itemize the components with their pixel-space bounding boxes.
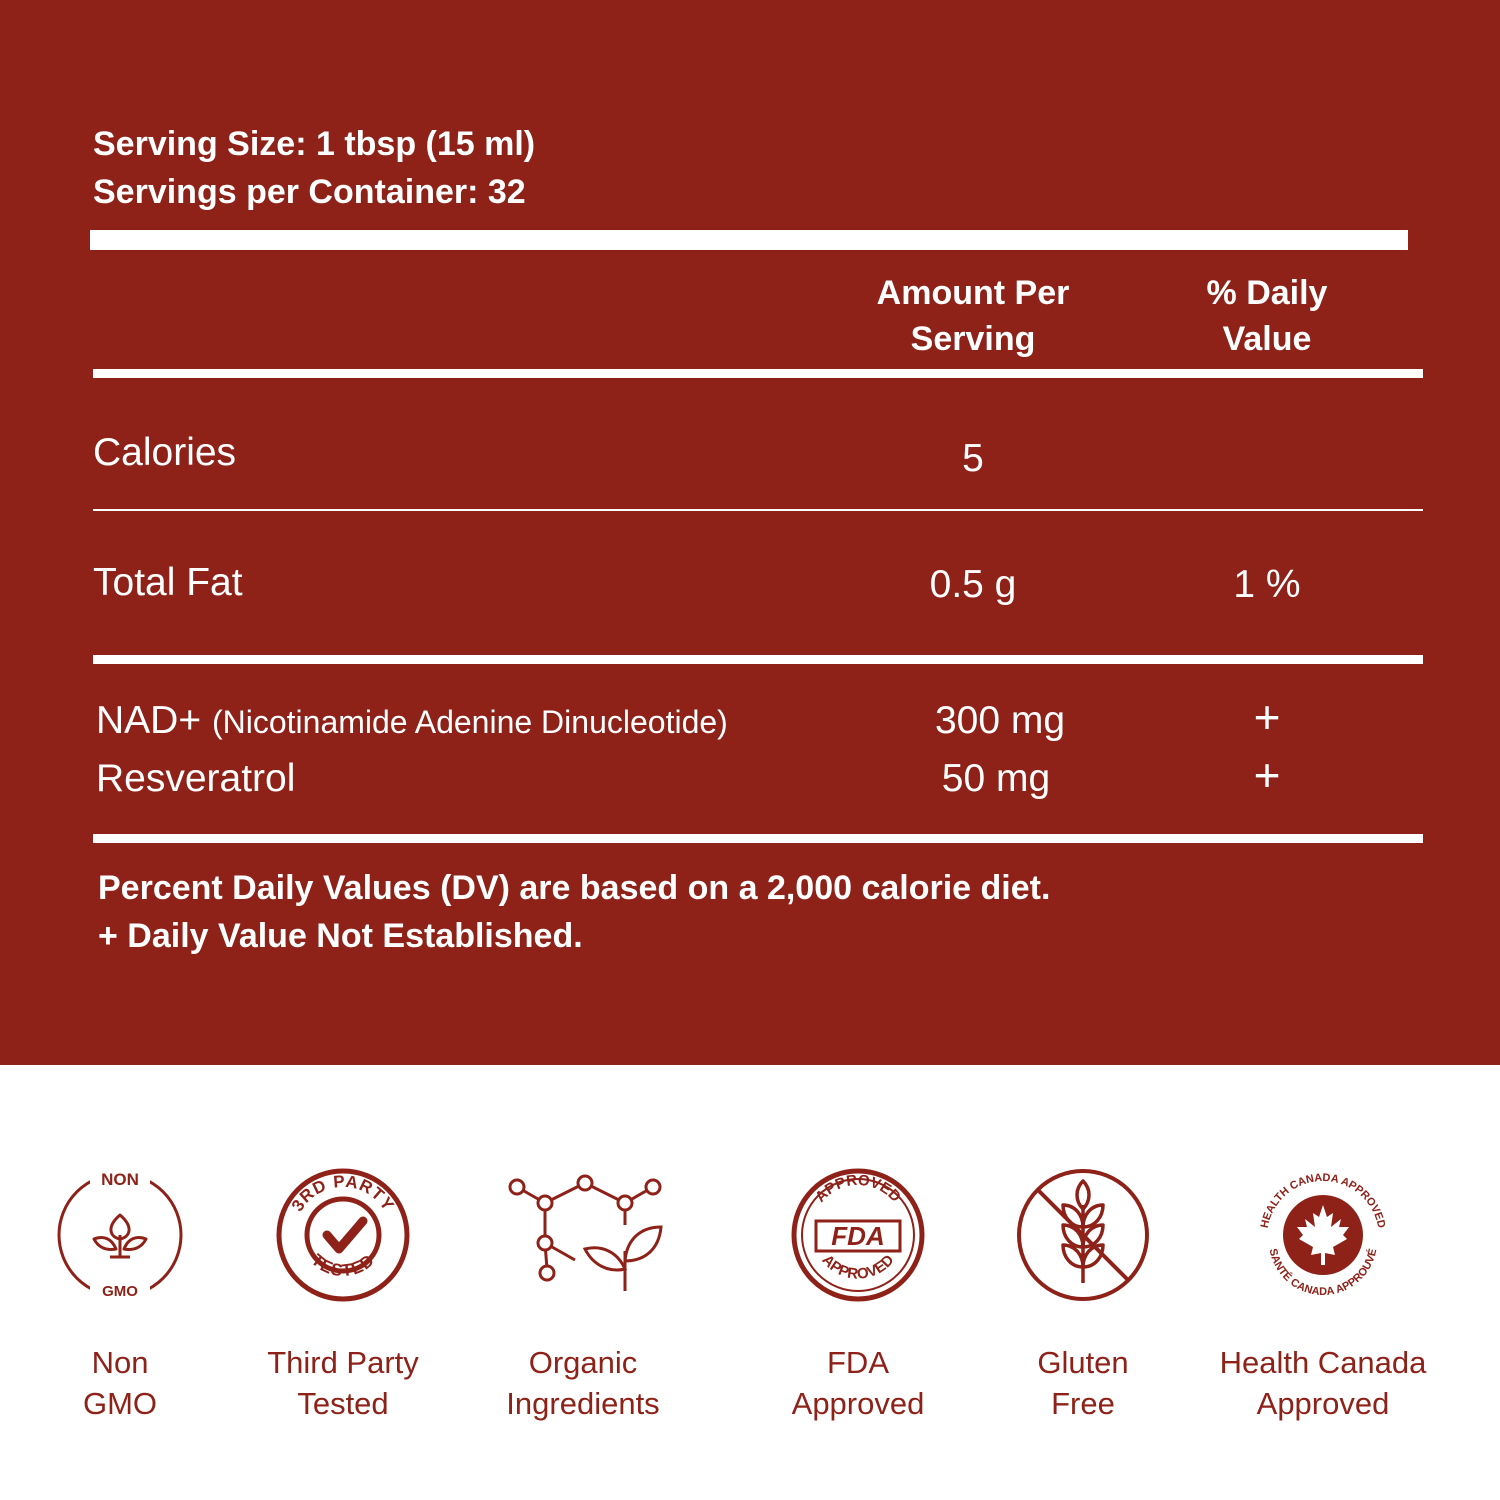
fda-icon-text-top: APPROVED	[811, 1171, 905, 1206]
thick-divider	[90, 230, 1408, 250]
badge-label-line: Non	[91, 1345, 149, 1380]
organic-ingredients-icon	[505, 1165, 665, 1305]
row-label-resveratrol: Resveratrol	[96, 757, 296, 800]
badge-label-line: Health Canada	[1219, 1345, 1427, 1380]
health-canada-label	[1173, 1342, 1473, 1424]
badge-label-line: Approved	[791, 1386, 925, 1421]
row-dv-resveratrol: +	[1253, 749, 1281, 801]
dv-header-line: % Daily	[1206, 274, 1328, 312]
non-gmo-icon-text-top: NON	[101, 1170, 139, 1189]
bottom-divider	[93, 834, 1423, 843]
badge-label-line: Gluten	[1037, 1345, 1129, 1380]
header-divider	[93, 369, 1423, 378]
amount-header-line: Serving	[910, 320, 1036, 358]
fda-icon-text-bottom: APPROVED	[818, 1251, 898, 1283]
amount-header-line: Amount Per	[876, 274, 1070, 312]
row-amount-resveratrol: 50 mg	[941, 757, 1051, 800]
gluten-free-badge	[1013, 1165, 1153, 1305]
row-label-total-fat: Total Fat	[93, 561, 243, 604]
non-gmo-icon	[50, 1165, 190, 1305]
third-party-icon-text-bottom: TESTED	[307, 1250, 379, 1281]
badge-label-line: Free	[1051, 1386, 1115, 1421]
row-label-nad	[96, 698, 728, 745]
organic-ingredients-badge	[505, 1165, 665, 1305]
nad-label-detail: (Nicotinamide Adenine Dinucleotide)	[211, 704, 728, 740]
third-party-icon-text-top: 3RD PARTY	[287, 1171, 399, 1215]
badge-label-line: GMO	[82, 1386, 158, 1421]
row-amount-total-fat: 0.5 g	[929, 563, 1017, 606]
badge-label-line: Approved	[1256, 1386, 1390, 1421]
third-party-tested-icon	[273, 1165, 413, 1305]
servings-per-container: Servings per Container: 32	[93, 173, 526, 211]
badge-label-line: Third Party	[267, 1345, 419, 1380]
footnote-dv-not-established: + Daily Value Not Established.	[98, 917, 583, 955]
gluten-free-icon	[1013, 1165, 1153, 1305]
row-dv-nad: +	[1253, 691, 1281, 743]
amount-header	[823, 270, 1123, 362]
badge-label-line: FDA	[827, 1345, 889, 1380]
third-party-tested-badge	[273, 1165, 413, 1305]
daily-value-header	[1117, 270, 1417, 362]
row-amount-calories: 5	[962, 437, 984, 480]
badge-label-line: Ingredients	[506, 1386, 660, 1421]
fda-approved-icon	[788, 1165, 928, 1305]
health-canada-icon-text-top: HEALTH CANADA APPROVED	[1258, 1171, 1388, 1230]
organic-ingredients-label	[433, 1342, 733, 1424]
fda-approved-badge	[788, 1165, 928, 1305]
badge-label-line: Organic	[528, 1345, 638, 1380]
thin-divider	[93, 509, 1423, 511]
dv-header-line: Value	[1222, 320, 1312, 358]
section-divider	[93, 655, 1423, 664]
non-gmo-badge	[50, 1165, 190, 1305]
fda-icon-text-center: FDA	[831, 1221, 885, 1251]
badge-label-line: Tested	[297, 1386, 389, 1421]
nad-label: NAD+	[96, 699, 202, 742]
row-label-calories: Calories	[93, 431, 237, 474]
serving-size: Serving Size: 1 tbsp (15 ml)	[93, 125, 536, 163]
health-canada-icon-text-bottom: SANTÉ CANADA APPROUVÉ	[1266, 1247, 1380, 1299]
health-canada-icon	[1253, 1165, 1393, 1305]
footnote-dv-basis: Percent Daily Values (DV) are based on a 2,000 calorie diet.	[98, 869, 1051, 907]
non-gmo-icon-text-bottom: GMO	[102, 1283, 138, 1300]
row-dv-total-fat: 1 %	[1233, 563, 1301, 606]
row-amount-nad: 300 mg	[934, 699, 1066, 742]
health-canada-badge	[1253, 1165, 1393, 1305]
